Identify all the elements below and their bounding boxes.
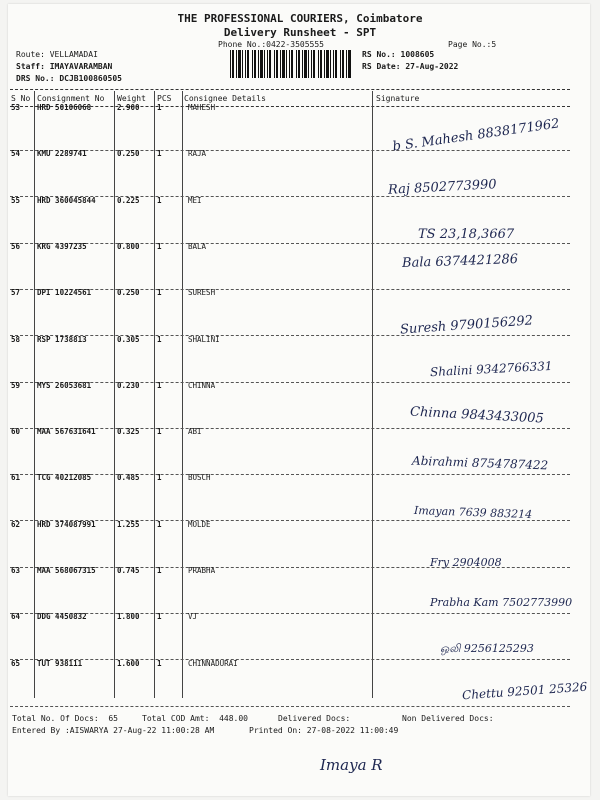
page-number: Page No.:5 (448, 40, 497, 49)
row-consignee: SURESH (188, 288, 216, 298)
staff-label: Staff: IMAYAVARAMBAN (16, 62, 113, 71)
col-sno: S No (11, 94, 31, 103)
row-pcs: 1 (157, 612, 162, 622)
signature-entry: Shalini 9342766331 (429, 358, 553, 380)
row-consignment: TCG 40212085 (37, 473, 92, 483)
signature-entry: b S. Mahesh 8838171962 (391, 116, 561, 155)
row-weight: 0.250 (117, 149, 140, 159)
row-pcs: 1 (157, 380, 162, 390)
row-sno: 55 (11, 195, 21, 205)
row-consignee: PRABHA (188, 566, 216, 575)
row-consignee: CHINNA (188, 380, 216, 390)
signature-entry: Imayan 7639 883214 (413, 503, 533, 522)
row-consignment: MYS 26053681 (37, 380, 92, 390)
row-sno: 62 (11, 519, 21, 529)
row-weight: 0.800 (117, 241, 140, 251)
row-weight: 0.305 (117, 334, 140, 344)
row-pcs: 1 (157, 658, 162, 668)
table-row (0, 519, 600, 569)
row-divider (10, 150, 570, 151)
col-weight: Weight (117, 94, 146, 103)
row-pcs: 1 (157, 103, 162, 112)
row-sno: 61 (11, 473, 21, 483)
row-consignee: MOLDE (188, 519, 211, 529)
row-consignee: SHALINI (188, 334, 220, 344)
col-pcs: PCS (157, 94, 172, 103)
delivered-docs: Delivered Docs: (278, 714, 351, 723)
row-consignment: HRD 374087991 (37, 519, 96, 529)
row-pcs: 1 (157, 566, 162, 575)
row-consignment: HRD 50106068 (37, 103, 92, 112)
row-consignee: BALA (188, 241, 207, 251)
row-sno: 56 (11, 241, 21, 251)
row-weight: 0.745 (117, 566, 140, 575)
table-row (0, 149, 600, 198)
row-sno: 59 (11, 380, 21, 390)
col-signature: Signature (376, 94, 420, 103)
col-consignment: Consignment No (37, 94, 105, 103)
row-pcs: 1 (157, 288, 162, 298)
header-divider-top (10, 89, 570, 90)
row-consignee: MEI (188, 195, 202, 205)
signature-entry: ஒலி 9256125293 (440, 642, 534, 655)
total-cod: Total COD Amt: 448.00 (142, 714, 248, 723)
row-weight: 0.325 (117, 427, 140, 437)
row-consignee: ABI (188, 427, 202, 437)
row-sno: 53 (11, 103, 21, 112)
signature-entry: Abirahmi 8754787422 (411, 453, 549, 473)
row-pcs: 1 (157, 241, 162, 251)
row-pcs: 1 (157, 195, 162, 205)
printed-on: Printed On: 27-08-2022 11:00:49 (249, 726, 399, 735)
row-sno: 65 (11, 658, 21, 668)
barcode-image (230, 50, 352, 78)
row-divider (10, 706, 570, 707)
row-weight: 0.230 (117, 380, 140, 390)
row-divider (10, 243, 570, 244)
runsheet-title: Delivery Runsheet - SPT (223, 26, 377, 39)
row-sno: 60 (11, 427, 21, 437)
signature-entry: Suresh 9790156292 (399, 313, 534, 338)
phone-number: Phone No.:0422-3505555 (218, 40, 324, 49)
signature-entry: Fry 2904008 (430, 556, 502, 569)
row-consignment: MAA 567631641 (37, 427, 96, 437)
row-weight: 1.255 (117, 519, 140, 529)
row-divider (10, 382, 570, 383)
row-consignment: DPI 10224561 (37, 288, 92, 298)
company-title: THE PROFESSIONAL COURIERS, Coimbatore (177, 12, 423, 25)
signature-entry: TS 23,18,3667 (418, 227, 515, 242)
row-divider (10, 474, 570, 475)
drs-number: DRS No.: DCJB100860505 (16, 74, 122, 83)
row-consignee: RAJA (188, 149, 207, 159)
row-consignment: HRD 360045844 (37, 195, 96, 205)
row-sno: 63 (11, 566, 21, 575)
row-pcs: 1 (157, 473, 162, 483)
row-weight: 2.900 (117, 103, 140, 112)
total-docs: Total No. Of Docs: 65 (12, 714, 118, 723)
col-consignee: Consignee Details (184, 94, 266, 103)
rs-date: RS Date: 27-Aug-2022 (362, 62, 459, 71)
row-consignment: TUT 938111 (37, 658, 83, 668)
row-sno: 64 (11, 612, 21, 622)
rs-number: RS No.: 1008605 (362, 50, 435, 59)
row-divider (10, 335, 570, 336)
row-consignment: MAA 568067315 (37, 566, 96, 575)
row-pcs: 1 (157, 427, 162, 437)
non-delivered-docs: Non Delivered Docs: (402, 714, 494, 723)
row-pcs: 1 (157, 334, 162, 344)
row-consignee: BOSCH (188, 473, 211, 483)
row-sno: 57 (11, 288, 21, 298)
row-weight: 0.225 (117, 195, 140, 205)
row-weight: 0.485 (117, 473, 140, 483)
signature-entry: Prabha Kam 7502773990 (430, 596, 573, 609)
signature-entry: Chinna 9843433005 (409, 404, 545, 427)
row-consignee: CHINNADURAI (188, 658, 238, 668)
row-consignee: VJ (188, 612, 198, 622)
row-consignment: DDG 4450832 (37, 612, 87, 622)
row-divider (10, 289, 570, 290)
row-sno: 58 (11, 334, 21, 344)
row-weight: 0.250 (117, 288, 140, 298)
signature-entry: Bala 6374421286 (401, 251, 519, 272)
row-consignment: KMU 2289741 (37, 149, 87, 159)
signature-entry: Chettu 92501 25326 (461, 679, 588, 703)
row-consignee: MAHESH (188, 103, 216, 112)
signature-entry: Raj 8502773990 (387, 177, 498, 198)
bottom-signature: Imaya R (320, 756, 383, 774)
row-divider (10, 659, 570, 660)
row-weight: 1.600 (117, 658, 140, 668)
row-consignment: KRG 4397235 (37, 241, 87, 251)
row-consignment: RSP 1738813 (37, 334, 87, 344)
row-sno: 54 (11, 149, 21, 159)
row-weight: 1.800 (117, 612, 140, 622)
route-label: Route: VELLAMADAI (16, 50, 98, 59)
row-divider (10, 613, 570, 614)
entered-by: Entered By :AISWARYA 27-Aug-22 11:00:28 AM (12, 726, 215, 735)
row-pcs: 1 (157, 519, 162, 529)
row-pcs: 1 (157, 149, 162, 159)
